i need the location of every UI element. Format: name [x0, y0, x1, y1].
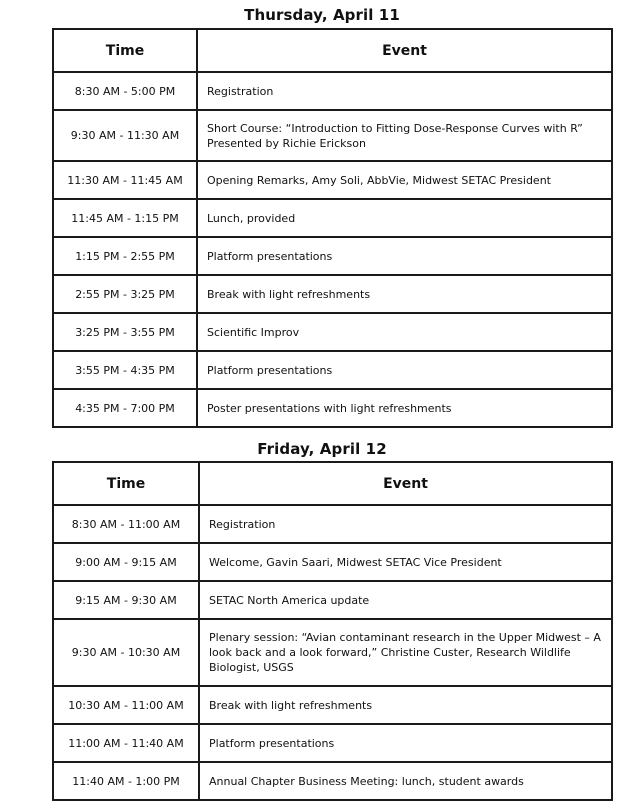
- table-row: [53, 724, 612, 762]
- time-cell: 1:15 PM - 2:55 PM: [53, 237, 197, 275]
- event-cell: Short Course: “Introduction to Fitting Dose-Response Curves with R” Presented by Richie Erickson: [197, 110, 612, 161]
- event-cell: Registration: [197, 72, 612, 110]
- event-cell: Lunch, provided: [197, 199, 612, 237]
- table-row: [53, 505, 612, 543]
- time-cell: 9:15 AM - 9:30 AM: [53, 581, 199, 619]
- table-row: [53, 389, 612, 427]
- event-cell: Opening Remarks, Amy Soli, AbbVie, Midwest SETAC President: [197, 161, 612, 199]
- table-row: [53, 581, 612, 619]
- table-row: [53, 313, 612, 351]
- time-column-header: Time: [53, 29, 197, 72]
- table-row: [53, 237, 612, 275]
- event-cell: Platform presentations: [197, 237, 612, 275]
- table-header-row: [53, 29, 612, 72]
- time-cell: 11:00 AM - 11:40 AM: [53, 724, 199, 762]
- time-cell: 4:35 PM - 7:00 PM: [53, 389, 197, 427]
- event-cell: SETAC North America update: [199, 581, 612, 619]
- friday-title: Friday, April 12: [257, 440, 387, 458]
- friday-schedule-table: [52, 461, 613, 801]
- time-cell: 10:30 AM - 11:00 AM: [53, 686, 199, 724]
- event-cell: Welcome, Gavin Saari, Midwest SETAC Vice President: [199, 543, 612, 581]
- time-cell: 9:30 AM - 10:30 AM: [53, 619, 199, 686]
- time-cell: 11:45 AM - 1:15 PM: [53, 199, 197, 237]
- time-cell: 9:00 AM - 9:15 AM: [53, 543, 199, 581]
- event-column-header: Event: [199, 462, 612, 505]
- time-cell: 11:30 AM - 11:45 AM: [53, 161, 197, 199]
- table-row: [53, 72, 612, 110]
- table-row: [53, 351, 612, 389]
- time-cell: 8:30 AM - 11:00 AM: [53, 505, 199, 543]
- event-column-header: Event: [197, 29, 612, 72]
- event-cell: Break with light refreshments: [197, 275, 612, 313]
- time-cell: 9:30 AM - 11:30 AM: [53, 110, 197, 161]
- event-cell: Platform presentations: [197, 351, 612, 389]
- event-cell: Annual Chapter Business Meeting: lunch, student awards: [199, 762, 612, 800]
- table-row: [53, 110, 612, 161]
- table-row: [53, 762, 612, 800]
- table-header-row: [53, 462, 612, 505]
- table-row: [53, 543, 612, 581]
- table-row: [53, 161, 612, 199]
- event-cell: Registration: [199, 505, 612, 543]
- table-row: [53, 275, 612, 313]
- event-cell: Platform presentations: [199, 724, 612, 762]
- event-cell: Scientific Improv: [197, 313, 612, 351]
- table-row: [53, 199, 612, 237]
- time-cell: 8:30 AM - 5:00 PM: [53, 72, 197, 110]
- event-cell: Poster presentations with light refreshments: [197, 389, 612, 427]
- thursday-title: Thursday, April 11: [244, 6, 400, 24]
- event-cell: Break with light refreshments: [199, 686, 612, 724]
- time-cell: 2:55 PM - 3:25 PM: [53, 275, 197, 313]
- time-column-header: Time: [53, 462, 199, 505]
- time-cell: 3:25 PM - 3:55 PM: [53, 313, 197, 351]
- thursday-schedule-table: [52, 28, 613, 428]
- event-cell: Plenary session: “Avian contaminant research in the Upper Midwest – A look back and a look forward,” Christine Custer, Research Wildlife Biologist, USGS: [199, 619, 612, 686]
- time-cell: 3:55 PM - 4:35 PM: [53, 351, 197, 389]
- time-cell: 11:40 AM - 1:00 PM: [53, 762, 199, 800]
- table-row: [53, 686, 612, 724]
- table-row: [53, 619, 612, 686]
